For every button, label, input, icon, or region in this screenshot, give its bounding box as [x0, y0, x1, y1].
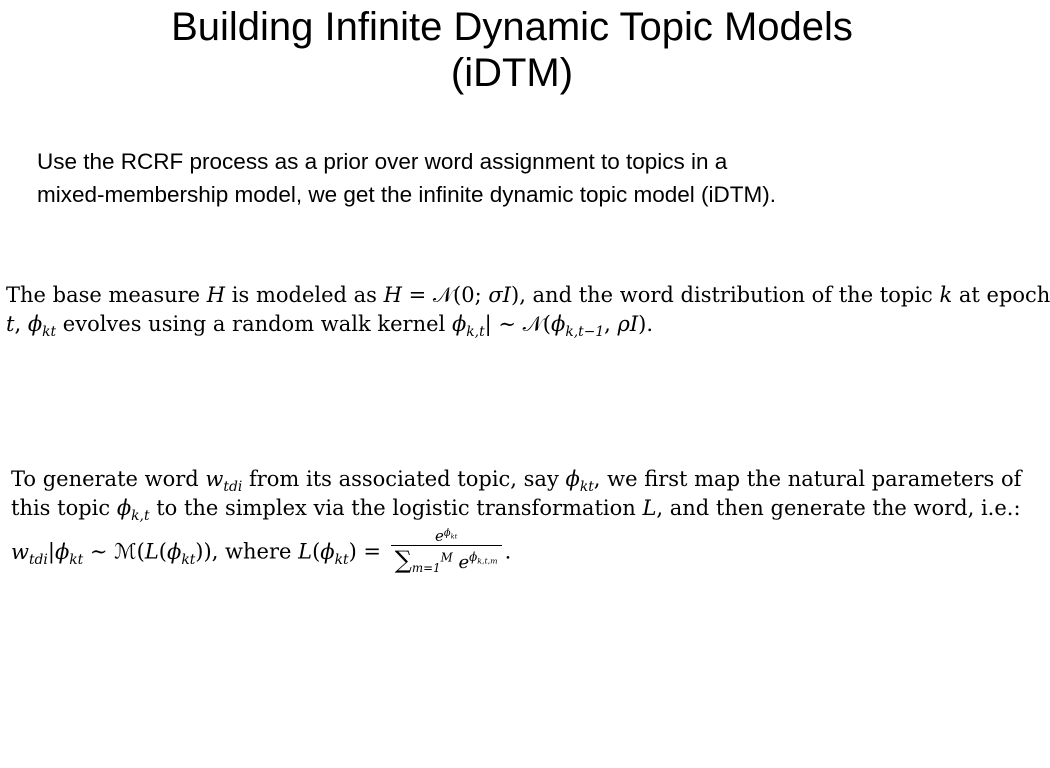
math-phi-kt: $\phi_{kt}$ [27, 312, 57, 340]
slide-title-line1: Building Infinite Dynamic Topic Models [171, 5, 853, 49]
logistic-fraction [391, 527, 502, 575]
math-L: L [642, 496, 657, 520]
math-random-walk: $\phi_{k,t}$ [451, 312, 485, 340]
word-generation-paragraph [11, 465, 1022, 577]
fraction-denominator: $\sum_{m=1}^M$ $e^{\phi_{k,t,m}}$ [391, 545, 502, 575]
para1-line2: t, $\phi_{kt}$ evolves using a random walk kernel $\phi_{k,t}|$ ∼ $𝒩(\phi_{k,t-1}$, ρI). [6, 312, 654, 340]
math-base-measure: H [383, 283, 402, 307]
slide-title-line2: (iDTM) [450, 51, 574, 95]
math-w-tdi: $w_{tdi}$ [205, 467, 243, 495]
intro-line1: Use the RCRF process as a prior over word assignment to topics in a [37, 149, 728, 174]
slide-title [0, 4, 1024, 96]
para2-line1: To generate word $w_{tdi}$ from its associated topic, say $\phi_{kt}$, we first map the natural parameters of [11, 467, 1022, 495]
math-k: k [939, 283, 953, 307]
math-phi-kt-2: $\phi_{kt}$ [565, 467, 594, 495]
math-logistic: L [298, 539, 313, 564]
para2-line2: this topic $\phi_{k,t}$ to the simplex via the logistic transformation L, and then generate the word, i.e.: [11, 496, 1021, 524]
math-phi-k-t: $\phi_{k,t}$ [116, 496, 150, 524]
math-t: t [6, 312, 15, 336]
intro-line2: mixed-membership model, we get the infinite dynamic topic model (iDTM). [37, 182, 777, 207]
para2-line3: $w_{tdi}|\phi_{kt}$ ∼ $ℳ(L(\phi_{kt}))$, where $L(\phi_{kt})$ = $\frac{e^{\phi_{kt}}}{\sum_{m=1}^M e^{\phi_{k,t,m}}}$ . [11, 527, 512, 576]
math-word-dist: $w_{tdi}$ [11, 539, 48, 568]
math-H: H [206, 283, 226, 307]
fraction-numerator: $e^{\phi_{kt}}$ [435, 527, 458, 545]
base-measure-paragraph [6, 281, 1050, 340]
intro-text [37, 145, 1007, 211]
para1-line1: The base measure H is modeled as H = 𝒩(0; σI), and the word distribution of the topic k at epoch [6, 283, 1050, 307]
